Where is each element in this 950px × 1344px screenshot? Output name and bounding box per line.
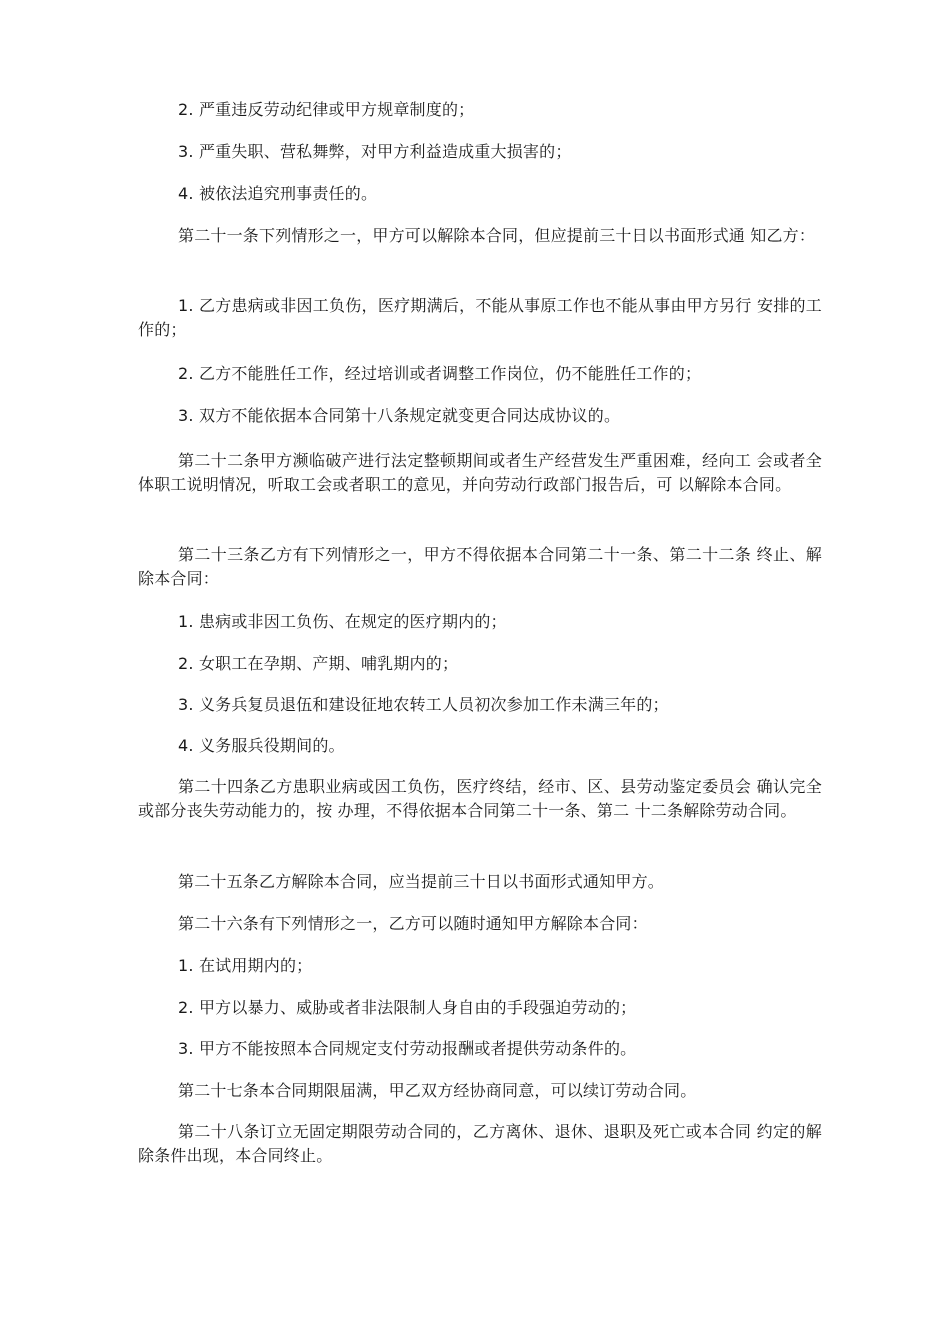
article-21-item-1: 1. 乙方患病或非因工负伤，医疗期满后，不能从事原工作也不能从事由甲方另行 安排的工作的；: [138, 296, 822, 339]
article-27: 第二十七条本合同期限届满，甲乙双方经协商同意，可以续订劳动合同。: [178, 1081, 697, 1100]
article-23: 第二十三条乙方有下列情形之一，甲方不得依据本合同第二十一条、第二十二条 终止、解除本合同：: [138, 545, 822, 588]
article-21-item-2: 2. 乙方不能胜任工作，经过培训或者调整工作岗位，仍不能胜任工作的；: [178, 364, 702, 383]
article-25: 第二十五条乙方解除本合同，应当提前三十日以书面形式通知甲方。: [178, 872, 665, 891]
article-23-item-4: 4. 义务服兵役期间的。: [178, 736, 345, 755]
article-23-item-1: 1. 患病或非因工负伤、在规定的医疗期内的；: [178, 612, 507, 631]
clause-item-2-violation: 2. 严重违反劳动纪律或甲方规章制度的；: [178, 100, 475, 119]
clause-item-3-misconduct: 3. 严重失职、营私舞弊，对甲方利益造成重大损害的；: [178, 142, 572, 161]
article-26: 第二十六条有下列情形之一，乙方可以随时通知甲方解除本合同：: [178, 914, 648, 933]
article-22: 第二十二条甲方濒临破产进行法定整顿期间或者生产经营发生严重困难，经向工 会或者全体职工说明情况，听取工会或者职工的意见，并向劳动行政部门报告后，可 以解除本合同。: [138, 451, 822, 494]
clause-item-4-criminal: 4. 被依法追究刑事责任的。: [178, 184, 378, 203]
article-21-item-3: 3. 双方不能依据本合同第十八条规定就变更合同达成协议的。: [178, 406, 621, 425]
article-26-item-2: 2. 甲方以暴力、威胁或者非法限制人身自由的手段强迫劳动的；: [178, 998, 637, 1017]
article-26-item-1: 1. 在试用期内的；: [178, 956, 313, 975]
article-28: 第二十八条订立无固定期限劳动合同的，乙方离休、退休、退职及死亡或本合同 约定的解除条件出现，本合同终止。: [138, 1122, 822, 1165]
article-23-item-2: 2. 女职工在孕期、产期、哺乳期内的；: [178, 654, 459, 673]
article-24: 第二十四条乙方患职业病或因工负伤，医疗终结，经市、区、县劳动鉴定委员会 确认完全或部分丧失劳动能力的，按 办理，不得依据本合同第二十一条、第二 十二条解除劳动合同。: [138, 777, 822, 820]
article-26-item-3: 3. 甲方不能按照本合同规定支付劳动报酬或者提供劳动条件的。: [178, 1039, 637, 1058]
article-23-item-3: 3. 义务兵复员退伍和建设征地农转工人员初次参加工作未满三年的；: [178, 695, 669, 714]
article-21: 第二十一条下列情形之一，甲方可以解除本合同，但应提前三十日以书面形式通 知乙方：: [178, 226, 816, 245]
